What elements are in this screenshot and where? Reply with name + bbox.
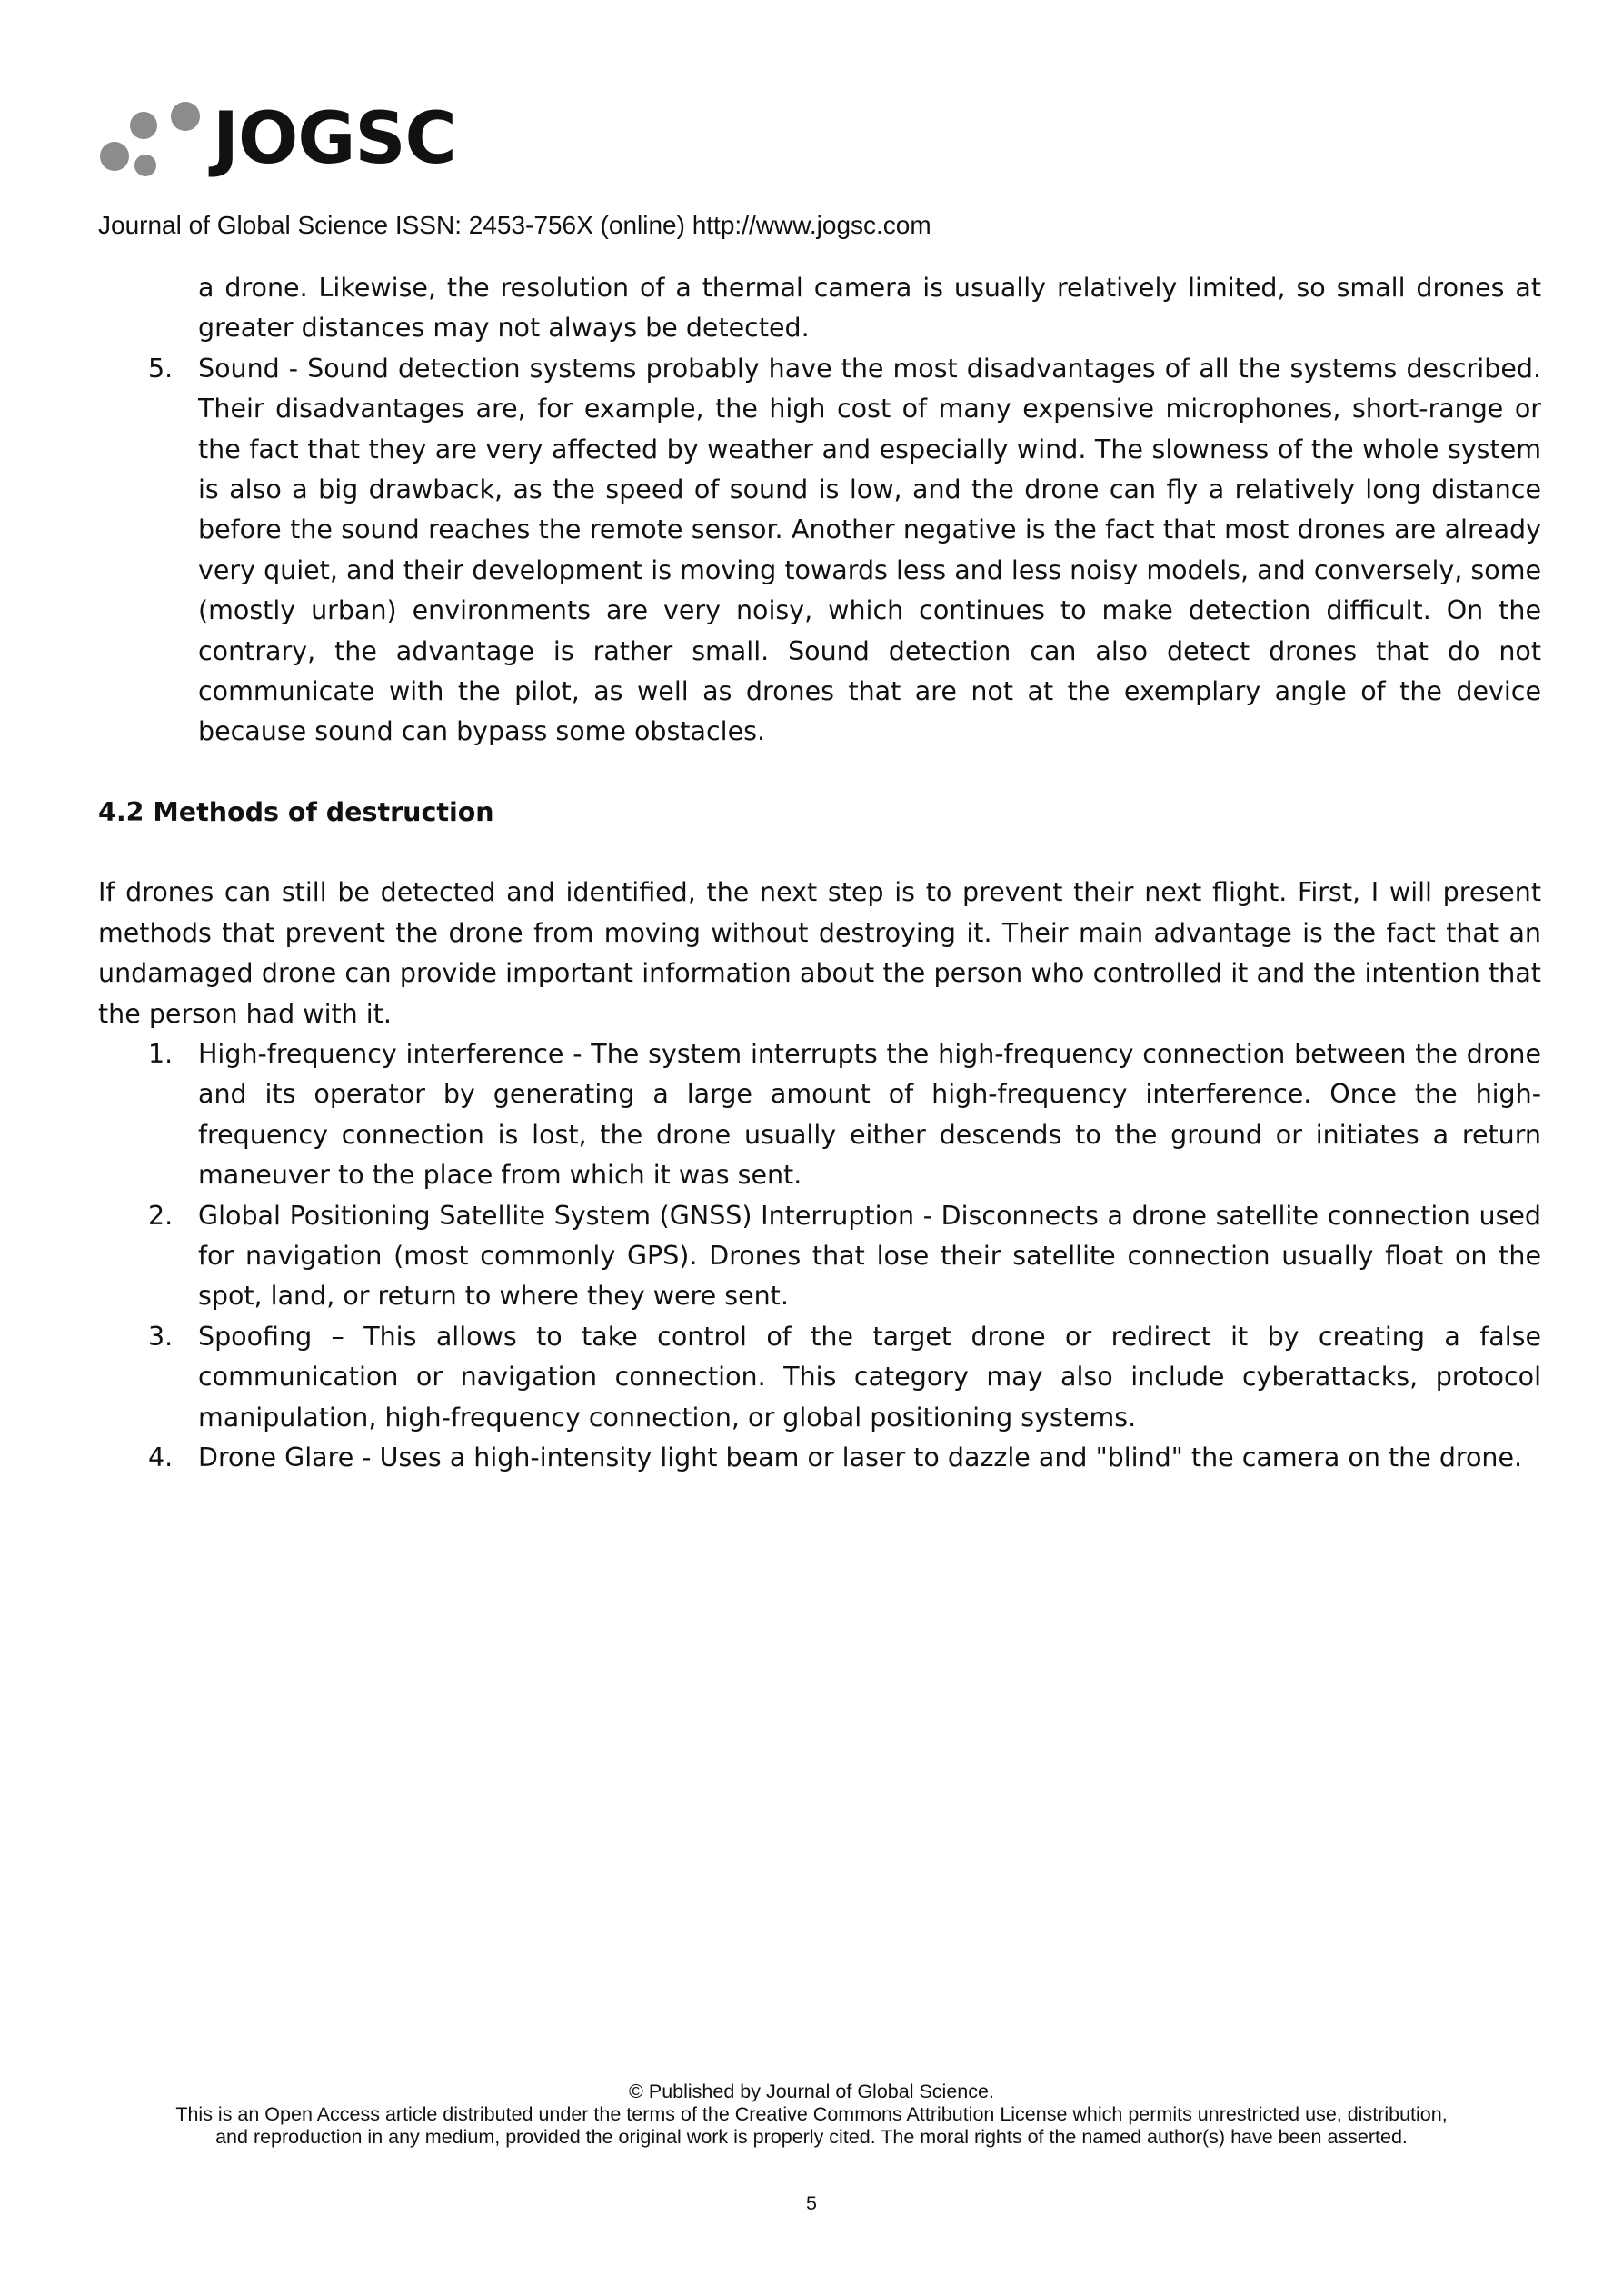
- logo-dots-icon: [98, 98, 209, 180]
- list-item: [98, 1034, 1541, 1196]
- logo-text: JOGSC: [213, 98, 456, 180]
- journal-info-line: Journal of Global Science ISSN: 2453-756X (online) http://www.jogsc.com: [98, 211, 931, 239]
- license-line-1: This is an Open Access article distributed under the terms of the Creative Commons Attribution License which permits unrestricted use, distribution,: [175, 2103, 1448, 2125]
- section-heading: 4.2 Methods of destruction: [98, 796, 494, 827]
- journal-logo: [98, 98, 456, 180]
- list-item-number: 4.: [148, 1442, 174, 1472]
- list-item-number: 3.: [148, 1321, 174, 1352]
- license-line-2: and reproduction in any medium, provided the original work is properly cited. The moral rights of the named author(s) have been asserted.: [215, 2126, 1408, 2148]
- list-item: [98, 349, 1541, 753]
- list-item-number: 2.: [148, 1200, 174, 1231]
- list-item-text: High-frequency interference - The system interrupts the high-frequency connection between the drone and its operator by generating a large amount of high-frequency interference. Once the high-frequency connection is lost, the drone usually either descends to the ground or initiates a return maneuver to the place from which it was sent.: [198, 1038, 1541, 1191]
- license-footer: [91, 2081, 1532, 2149]
- page-number: 5: [806, 2192, 817, 2214]
- list-item-text: Sound - Sound detection systems probably have the most disadvantages of all the systems described. Their disadvantages are, for example, the high cost of many expensive microphones, short-range or the fact that they are very affected by weather and especially wind. The slowness of the whole system is also a big drawback, as the speed of sound is low, and the drone can fly a relatively long distance before the sound reaches the remote sensor. Another negative is the fact that most drones are already very quiet, and their development is moving towards less and less noisy models, and conversely, some (mostly urban) environments are very noisy, which continues to make detection difficult. On the contrary, the advantage is rather small. Sound detection can also detect drones that do not communicate with the pilot, as well as drones that are not at the exemplary angle of the device because sound can bypass some obstacles.: [198, 353, 1541, 747]
- article-body: [98, 268, 1541, 1478]
- list-item: [98, 1196, 1541, 1317]
- list-item-text: Global Positioning Satellite System (GNSS) Interruption - Disconnects a drone satellite connection used for navigation (most commonly GPS). Drones that lose their satellite connection usually float on the spot, land, or return to where they were sent.: [198, 1200, 1541, 1312]
- list-item: [98, 1438, 1541, 1478]
- continuation-paragraph: a drone. Likewise, the resolution of a thermal camera is usually relatively limited, so small drones at greater distances may not always be detected.: [198, 273, 1541, 344]
- list-item-number: 5.: [148, 353, 174, 384]
- list-item-number: 1.: [148, 1038, 174, 1069]
- list-item-text: Spoofing – This allows to take control of the target drone or redirect it by creating a false communication or navigation connection. This category may also include cyberattacks, protocol manipulation, high-frequency connection, or global positioning systems.: [198, 1321, 1541, 1433]
- published-line: © Published by Journal of Global Science.: [629, 2081, 994, 2102]
- intro-paragraph: If drones can still be detected and identified, the next step is to prevent their next flight. First, I will present methods that prevent the drone from moving without destroying it. Their main advantage is the fact that an undamaged drone can provide important information about the person who controlled it and the intention that the person had with it.: [98, 877, 1541, 1029]
- list-item-text: Drone Glare - Uses a high-intensity light beam or laser to dazzle and "blind" the camera on the drone.: [198, 1442, 1523, 1472]
- list-item: [98, 1317, 1541, 1438]
